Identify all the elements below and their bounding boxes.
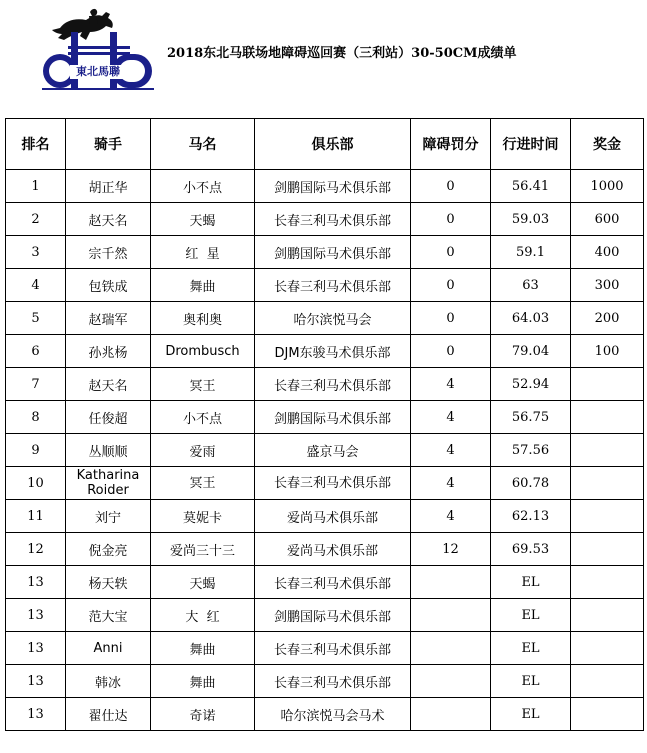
cell-time: EL <box>491 566 571 599</box>
cell-club: 剑鹏国际马术俱乐部 <box>255 236 411 269</box>
cell-rank: 7 <box>6 368 66 401</box>
cell-time: 52.94 <box>491 368 571 401</box>
cell-rider: 丛顺顺 <box>66 434 151 467</box>
cell-rider: 宗千然 <box>66 236 151 269</box>
cell-prize: 1000 <box>571 170 644 203</box>
cell-rank: 13 <box>6 698 66 731</box>
table-row <box>6 401 644 434</box>
cell-rank: 8 <box>6 401 66 434</box>
cell-horse: 舞曲 <box>151 665 255 698</box>
table-row <box>6 698 644 731</box>
cell-club: 爱尚马术俱乐部 <box>255 500 411 533</box>
cell-penalty: 0 <box>411 302 491 335</box>
table-row <box>6 335 644 368</box>
cell-prize <box>571 500 644 533</box>
cell-club: DJM东骏马术俱乐部 <box>255 335 411 368</box>
cell-time: 79.04 <box>491 335 571 368</box>
cell-penalty <box>411 632 491 665</box>
cell-club: 长春三利马术俱乐部 <box>255 632 411 665</box>
cell-rank: 5 <box>6 302 66 335</box>
cell-rider: 任俊超 <box>66 401 151 434</box>
cell-horse: 冥王 <box>151 368 255 401</box>
cell-club: 长春三利马术俱乐部 <box>255 665 411 698</box>
cell-time: 57.56 <box>491 434 571 467</box>
cell-penalty: 0 <box>411 236 491 269</box>
cell-penalty: 4 <box>411 500 491 533</box>
cell-time: EL <box>491 665 571 698</box>
cell-rank: 13 <box>6 665 66 698</box>
table-row <box>6 500 644 533</box>
cell-prize <box>571 665 644 698</box>
cell-rider: 孙兆杨 <box>66 335 151 368</box>
cell-rider: 刘宁 <box>66 500 151 533</box>
cell-prize <box>571 467 644 500</box>
table-row <box>6 269 644 302</box>
table-row <box>6 467 644 500</box>
cell-horse: 小不点 <box>151 401 255 434</box>
cell-rider: 韩冰 <box>66 665 151 698</box>
cell-club: 剑鹏国际马术俱乐部 <box>255 170 411 203</box>
cell-penalty: 12 <box>411 533 491 566</box>
cell-time: 64.03 <box>491 302 571 335</box>
cell-horse: 爱尚三十三 <box>151 533 255 566</box>
cell-time: 56.41 <box>491 170 571 203</box>
cell-prize: 600 <box>571 203 644 236</box>
page-title: 2018东北马联场地障碍巡回赛（三利站）30-50CM成绩单 <box>167 46 517 61</box>
cell-horse: 冥王 <box>151 467 255 500</box>
cell-club: 长春三利马术俱乐部 <box>255 368 411 401</box>
cell-horse: 小不点 <box>151 170 255 203</box>
cell-time: 63 <box>491 269 571 302</box>
logo <box>40 6 158 92</box>
table-row <box>6 170 644 203</box>
cell-penalty <box>411 566 491 599</box>
cell-penalty: 4 <box>411 401 491 434</box>
cell-rider: 范大宝 <box>66 599 151 632</box>
cell-penalty <box>411 698 491 731</box>
cell-time: 69.53 <box>491 533 571 566</box>
table-row <box>6 302 644 335</box>
cell-horse: 天蝎 <box>151 203 255 236</box>
table-row <box>6 665 644 698</box>
cell-horse: 莫妮卡 <box>151 500 255 533</box>
cell-rank: 13 <box>6 599 66 632</box>
cell-penalty: 0 <box>411 203 491 236</box>
cell-club: 长春三利马术俱乐部 <box>255 269 411 302</box>
cell-penalty: 4 <box>411 368 491 401</box>
cell-horse: 爱雨 <box>151 434 255 467</box>
cell-rider: 倪金亮 <box>66 533 151 566</box>
cell-penalty: 4 <box>411 434 491 467</box>
cell-prize <box>571 632 644 665</box>
cell-time: 59.03 <box>491 203 571 236</box>
cell-club: 剑鹏国际马术俱乐部 <box>255 599 411 632</box>
cell-time: 56.75 <box>491 401 571 434</box>
cell-club: 长春三利马术俱乐部 <box>255 467 411 500</box>
results-table <box>5 118 644 731</box>
header-rider: 骑手 <box>66 119 151 170</box>
cell-prize <box>571 401 644 434</box>
cell-rank: 1 <box>6 170 66 203</box>
header-horse: 马名 <box>151 119 255 170</box>
cell-prize <box>571 599 644 632</box>
cell-rider: 赵瑞军 <box>66 302 151 335</box>
cell-club: 长春三利马术俱乐部 <box>255 203 411 236</box>
cell-club: 剑鹏国际马术俱乐部 <box>255 401 411 434</box>
header-penalty: 障碍罚分 <box>411 119 491 170</box>
cell-rank: 6 <box>6 335 66 368</box>
header-club: 俱乐部 <box>255 119 411 170</box>
cell-horse: 红 星 <box>151 236 255 269</box>
cell-horse: 舞曲 <box>151 269 255 302</box>
cell-prize: 400 <box>571 236 644 269</box>
cell-rank: 9 <box>6 434 66 467</box>
cell-rider: 胡正华 <box>66 170 151 203</box>
table-row <box>6 533 644 566</box>
cell-rider: 杨天轶 <box>66 566 151 599</box>
table-row <box>6 434 644 467</box>
cell-prize: 200 <box>571 302 644 335</box>
cell-club: 盛京马会 <box>255 434 411 467</box>
cell-penalty <box>411 599 491 632</box>
cell-rank: 13 <box>6 632 66 665</box>
cell-horse: 奇诺 <box>151 698 255 731</box>
table-row <box>6 632 644 665</box>
table-row <box>6 368 644 401</box>
cell-rider: 翟仕达 <box>66 698 151 731</box>
cell-rider: 赵天名 <box>66 203 151 236</box>
cell-penalty: 0 <box>411 170 491 203</box>
cell-club: 爱尚马术俱乐部 <box>255 533 411 566</box>
cell-rider: 包铁成 <box>66 269 151 302</box>
cell-time: 59.1 <box>491 236 571 269</box>
cell-penalty: 0 <box>411 335 491 368</box>
header-time: 行进时间 <box>491 119 571 170</box>
cell-rank: 11 <box>6 500 66 533</box>
cell-time: EL <box>491 599 571 632</box>
header-prize: 奖金 <box>571 119 644 170</box>
cell-horse: Drombusch <box>151 335 255 368</box>
cell-prize: 300 <box>571 269 644 302</box>
cell-horse: 大 红 <box>151 599 255 632</box>
cell-prize <box>571 434 644 467</box>
cell-penalty: 4 <box>411 467 491 500</box>
cell-penalty <box>411 665 491 698</box>
cell-prize <box>571 698 644 731</box>
cell-rank: 2 <box>6 203 66 236</box>
table-header-row <box>6 119 644 170</box>
cell-rank: 12 <box>6 533 66 566</box>
horse-jumper-logo-icon <box>40 6 158 92</box>
cell-rank: 10 <box>6 467 66 500</box>
cell-club: 哈尔滨悦马会马术 <box>255 698 411 731</box>
header-rank: 排名 <box>6 119 66 170</box>
cell-prize <box>571 566 644 599</box>
cell-horse: 天蝎 <box>151 566 255 599</box>
cell-prize <box>571 533 644 566</box>
cell-time: EL <box>491 698 571 731</box>
cell-time: 62.13 <box>491 500 571 533</box>
table-row <box>6 566 644 599</box>
cell-rider: Anni <box>66 632 151 665</box>
cell-horse: 舞曲 <box>151 632 255 665</box>
table-row <box>6 236 644 269</box>
cell-horse: 奥利奥 <box>151 302 255 335</box>
cell-rank: 13 <box>6 566 66 599</box>
cell-penalty: 0 <box>411 269 491 302</box>
cell-prize <box>571 368 644 401</box>
cell-club: 哈尔滨悦马会 <box>255 302 411 335</box>
table-row <box>6 203 644 236</box>
cell-rider: 赵天名 <box>66 368 151 401</box>
cell-rider: Katharina Roider <box>66 467 151 500</box>
table-row <box>6 599 644 632</box>
logo-text: 東北馬聯 <box>70 65 126 79</box>
cell-rank: 3 <box>6 236 66 269</box>
cell-prize: 100 <box>571 335 644 368</box>
cell-time: EL <box>491 632 571 665</box>
cell-time: 60.78 <box>491 467 571 500</box>
cell-club: 长春三利马术俱乐部 <box>255 566 411 599</box>
cell-rank: 4 <box>6 269 66 302</box>
